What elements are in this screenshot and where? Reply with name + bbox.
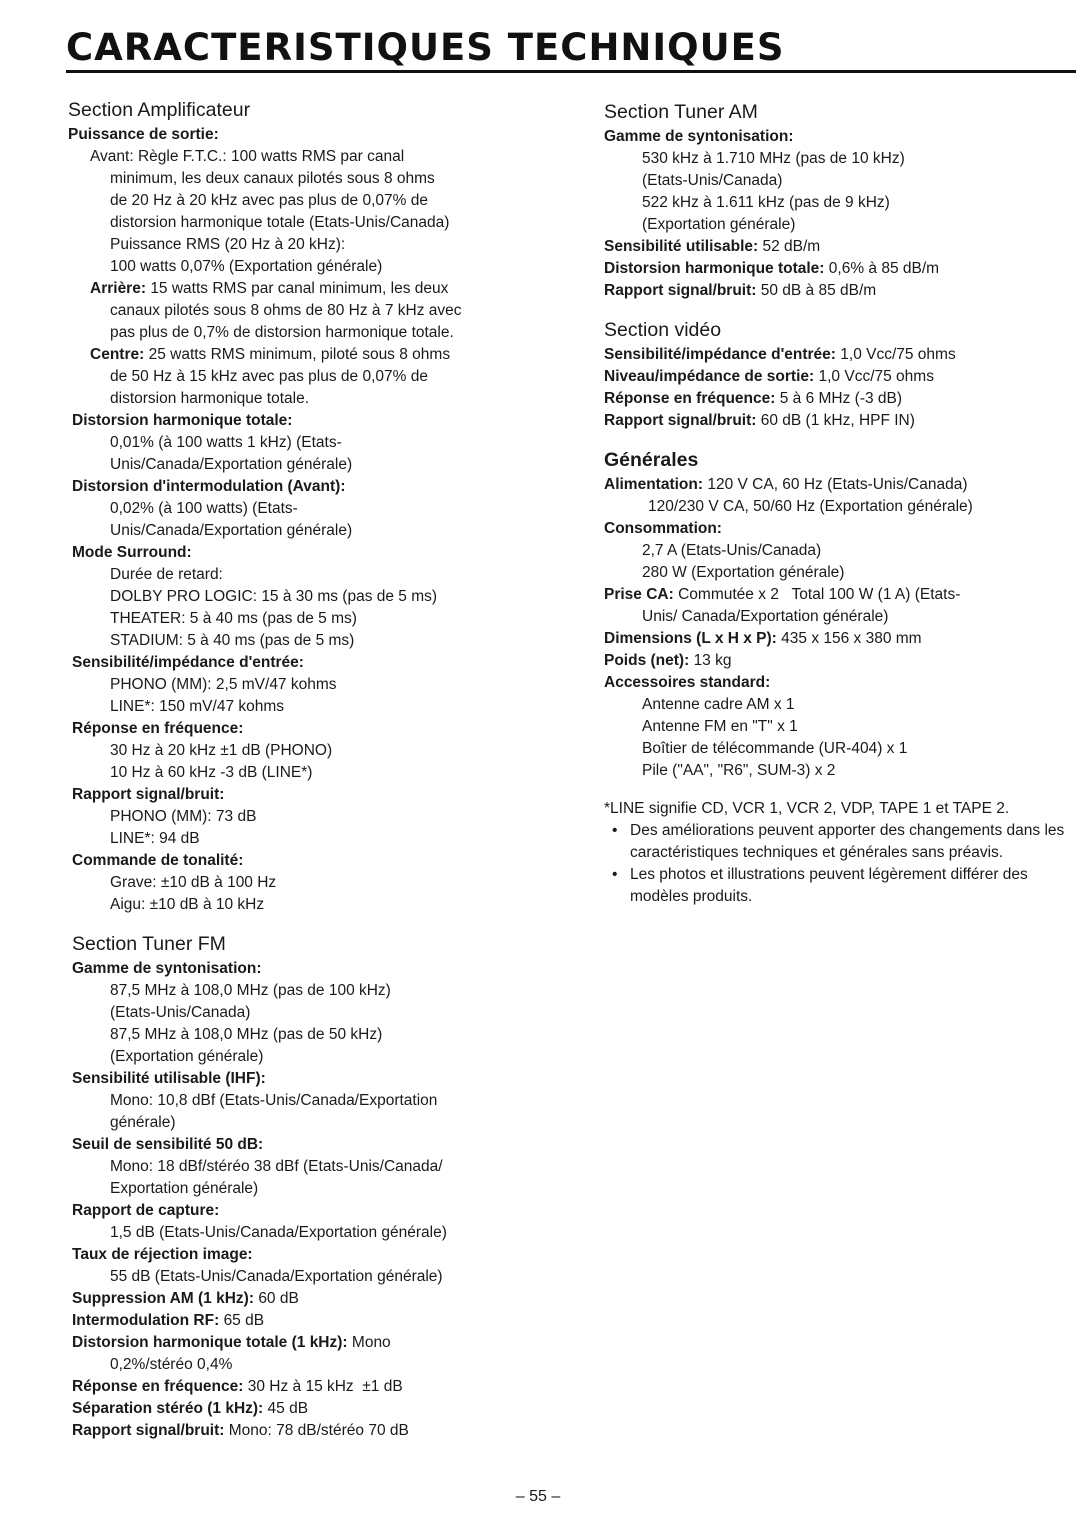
fm-section-heading: Section Tuner FM [72,933,226,955]
amp-power-front-line: 100 watts 0,07% (Exportation générale) [110,258,383,275]
general-power [604,474,1074,496]
general-dimensions-label: Dimensions (L x H x P): [604,630,777,647]
general-power-value: 120 V CA, 60 Hz (Etats-Unis/Canada) [707,476,968,493]
general-weight [604,650,1074,672]
amp-power-front-label: Avant: [90,148,134,165]
fm-quieting-line: Exportation générale) [110,1180,259,1197]
am-snr-value: 50 dB à 85 dB/m [760,282,877,299]
fm-thd [68,1332,568,1354]
amp-imd-line: Unis/Canada/Exportation générale) [110,522,353,539]
fm-snr [68,1420,568,1442]
fm-thd-continued: 0,2%/stéréo 0,4% [110,1356,233,1373]
amp-thd-line: Unis/Canada/Exportation générale) [110,456,353,473]
am-range-line: (Exportation générale) [642,216,796,233]
am-thd-value: 0,6% à 85 dB/m [828,260,940,277]
am-range-line: 522 kHz à 1.611 kHz (pas de 9 kHz) [642,194,890,211]
fm-separation-label: Séparation stéréo (1 kHz): [72,1400,264,1417]
line-footnote: *LINE signifie CD, VCR 1, VCR 2, VDP, TAPE 1 et TAPE 2. [604,800,1010,817]
general-consumption-line: 2,7 A (Etats-Unis/Canada) [642,542,822,559]
amp-thd-line: 0,01% (à 100 watts 1 kHz) (Etats- [110,434,342,451]
fm-capture-label: Rapport de capture: [72,1202,220,1219]
am-range-label: Gamme de syntonisation: [604,128,794,145]
amp-power-rear-line: pas plus de 0,7% de distorsion harmonique totale. [110,324,454,341]
general-weight-value: 13 kg [693,652,732,669]
general-outlet-label: Prise CA: [604,586,674,603]
amp-tone-line: Grave: ±10 dB à 100 Hz [110,874,277,891]
fm-rf-intermod [68,1310,568,1332]
fm-range-label: Gamme de syntonisation: [72,960,262,977]
amp-power-rear [68,278,568,300]
amp-power-front-line: de 20 Hz à 20 kHz avec pas plus de 0,07% de [110,192,428,209]
fm-rf-intermod-value: 65 dB [223,1312,265,1329]
am-section-heading: Section Tuner AM [604,101,758,123]
general-consumption-line: 280 W (Exportation générale) [642,564,845,581]
accessory-item: Antenne FM en "T" x 1 [642,718,798,735]
am-range-line: (Etats-Unis/Canada) [642,172,783,189]
accessory-item: Pile ("AA", "R6", SUM-3) x 2 [642,762,836,779]
amp-surround-line: THEATER: 5 à 40 ms (pas de 5 ms) [110,610,357,627]
fm-separation [68,1398,568,1420]
amp-surround-line: Durée de retard: [110,566,223,583]
fm-image-line: 55 dB (Etats-Unis/Canada/Exportation générale) [110,1268,443,1285]
note-bullet: • Des améliorations peuvent apporter des changements dans les caractéristiques techniques et générales sans préavis. [604,820,1074,864]
general-power-line: 120/230 V CA, 50/60 Hz (Exportation générale) [648,498,973,515]
video-input [604,344,1074,366]
fm-thd-value: Mono [351,1334,391,1351]
amp-power-center [68,344,568,366]
amp-imd-line: 0,02% (à 100 watts) (Etats- [110,500,298,517]
amp-power-front-line: distorsion harmonique totale (Etats-Unis/Canada) [110,214,450,231]
amp-power-rear-text: 15 watts RMS par canal minimum, les deux [150,280,449,297]
general-dimensions [604,628,1074,650]
fm-quieting-label: Seuil de sensibilité 50 dB: [72,1136,264,1153]
video-output-label: Niveau/impédance de sortie: [604,368,815,385]
fm-image-label: Taux de réjection image: [72,1246,253,1263]
right-column [604,100,1074,908]
fm-snr-value: Mono: 78 dB/stéréo 70 dB [228,1422,409,1439]
general-weight-label: Poids (net): [604,652,690,669]
amp-power-rear-line: canaux pilotés sous 8 ohms de 80 Hz à 7 kHz avec [110,302,462,319]
amp-snr-line: LINE*: 94 dB [110,830,200,847]
fm-rf-intermod-label: Intermodulation RF: [72,1312,220,1329]
video-snr-label: Rapport signal/bruit: [604,412,757,429]
amp-section-heading: Section Amplificateur [68,99,251,121]
amp-input-line: LINE*: 150 mV/47 kohms [110,698,285,715]
fm-quieting-line: Mono: 18 dBf/stéréo 38 dBf (Etats-Unis/Canada/ [110,1158,443,1175]
amp-imd-label: Distorsion d'intermodulation (Avant): [72,478,346,495]
left-column [68,98,568,1442]
amp-power-center-line: de 50 Hz à 15 kHz avec pas plus de 0,07% de [110,368,428,385]
amp-snr-label: Rapport signal/bruit: [72,786,225,803]
video-output [604,366,1074,388]
video-input-label: Sensibilité/impédance d'entrée: [604,346,836,363]
video-input-value: 1,0 Vcc/75 ohms [840,346,956,363]
fm-capture-line: 1,5 dB (Etats-Unis/Canada/Exportation générale) [110,1224,447,1241]
page-number: – 55 – [515,1488,561,1505]
amp-power-center-line: distorsion harmonique totale. [110,390,310,407]
fm-freq-value: 30 Hz à 15 kHz ±1 dB [247,1378,403,1395]
general-power-label: Alimentation: [604,476,704,493]
amp-surround-label: Mode Surround: [72,544,192,561]
fm-range-line: (Etats-Unis/Canada) [110,1004,251,1021]
amp-snr-line: PHONO (MM): 73 dB [110,808,257,825]
page-title: CARACTERISTIQUES TECHNIQUES [66,26,785,69]
amp-freq-line: 30 Hz à 20 kHz ±1 dB (PHONO) [110,742,333,759]
amp-power-rear-label: Arrière: [90,280,146,297]
amp-tone-line: Aigu: ±10 dB à 10 kHz [110,896,265,913]
fm-range-line: 87,5 MHz à 108,0 MHz (pas de 50 kHz) [110,1026,383,1043]
accessory-item: Antenne cadre AM x 1 [642,696,795,713]
amp-power-front-line: minimum, les deux canaux pilotés sous 8 ohms [110,170,435,187]
general-outlet [604,584,1074,606]
video-freq-label: Réponse en fréquence: [604,390,776,407]
amp-power-front-text: Règle F.T.C.: 100 watts RMS par canal [137,148,405,165]
video-section-heading: Section vidéo [604,319,722,341]
amp-input-label: Sensibilité/impédance d'entrée: [72,654,304,671]
fm-am-suppression [68,1288,568,1310]
am-usable-value: 52 dB/m [762,238,821,255]
video-freq [604,388,1074,410]
video-freq-value: 5 à 6 MHz (-3 dB) [779,390,903,407]
amp-surround-line: DOLBY PRO LOGIC: 15 à 30 ms (pas de 5 ms) [110,588,438,605]
video-snr [604,410,1074,432]
amp-surround-line: STADIUM: 5 à 40 ms (pas de 5 ms) [110,632,355,649]
fm-thd-label: Distorsion harmonique totale (1 kHz): [72,1334,348,1351]
general-accessories-label: Accessoires standard: [604,674,771,691]
am-usable [604,236,1074,258]
general-outlet-value: Commutée x 2 Total 100 W (1 A) (Etats- [678,586,961,603]
am-thd [604,258,1074,280]
amp-power-center-text: 25 watts RMS minimum, piloté sous 8 ohms [148,346,451,363]
am-thd-label: Distorsion harmonique totale: [604,260,825,277]
fm-separation-value: 45 dB [267,1400,309,1417]
fm-range-line: 87,5 MHz à 108,0 MHz (pas de 100 kHz) [110,982,391,999]
am-snr [604,280,1074,302]
amp-power-label: Puissance de sortie: [68,126,219,143]
general-dimensions-value: 435 x 156 x 380 mm [781,630,922,647]
am-usable-label: Sensibilité utilisable: [604,238,759,255]
fm-freq-label: Réponse en fréquence: [72,1378,244,1395]
am-range-line: 530 kHz à 1.710 MHz (pas de 10 kHz) [642,150,905,167]
amp-freq-line: 10 Hz à 60 kHz -3 dB (LINE*) [110,764,313,781]
accessory-item: Boîtier de télécommande (UR-404) x 1 [642,740,908,757]
general-consumption-label: Consommation: [604,520,722,537]
fm-usable-line: Mono: 10,8 dBf (Etats-Unis/Canada/Exportation [110,1092,438,1109]
fm-usable-line: générale) [110,1114,176,1131]
note-bullet: • Les photos et illustrations peuvent légèrement différer des modèles produits. [604,864,1074,908]
fm-range-line: (Exportation générale) [110,1048,264,1065]
amp-power-front-line: Puissance RMS (20 Hz à 20 kHz): [110,236,346,253]
amp-power-front [68,146,568,168]
general-section-heading: Générales [604,449,699,471]
amp-power-center-label: Centre: [90,346,145,363]
fm-usable-label: Sensibilité utilisable (IHF): [72,1070,266,1087]
video-output-value: 1,0 Vcc/75 ohms [818,368,934,385]
title-rule [66,70,1076,73]
amp-input-line: PHONO (MM): 2,5 mV/47 kohms [110,676,337,693]
video-snr-value: 60 dB (1 kHz, HPF IN) [760,412,915,429]
amp-freq-label: Réponse en fréquence: [72,720,244,737]
fm-snr-label: Rapport signal/bruit: [72,1422,225,1439]
general-outlet-line: Unis/ Canada/Exportation générale) [642,608,889,625]
fm-am-suppression-value: 60 dB [258,1290,299,1307]
amp-thd-label: Distorsion harmonique totale: [72,412,293,429]
fm-am-suppression-label: Suppression AM (1 kHz): [72,1290,254,1307]
am-snr-label: Rapport signal/bruit: [604,282,757,299]
fm-freq-response [68,1376,568,1398]
amp-tone-label: Commande de tonalité: [72,852,244,869]
